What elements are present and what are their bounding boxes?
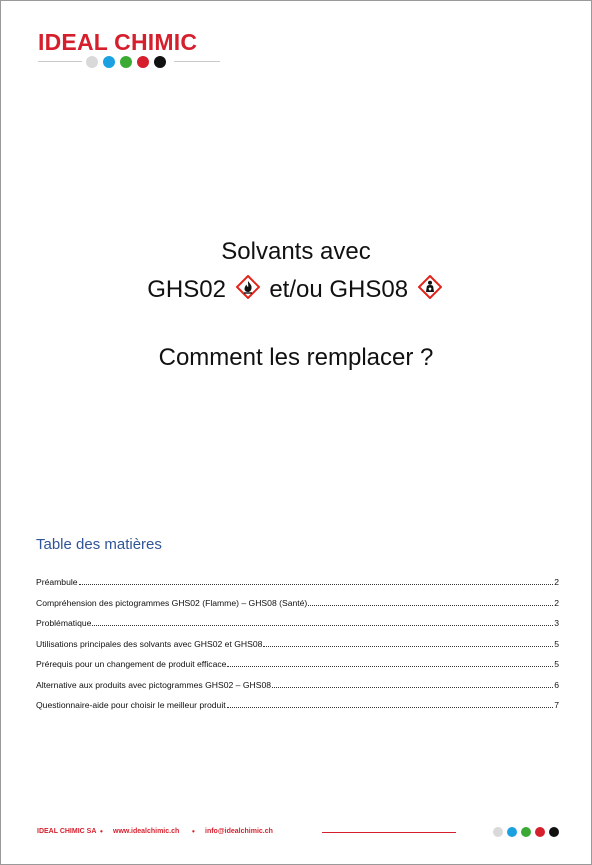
color-dot [86, 56, 98, 68]
footer-bullet: • [192, 827, 195, 836]
color-dot [154, 56, 166, 68]
title-line-2 [1, 275, 591, 305]
toc-dot-leader [227, 700, 554, 708]
color-dot [521, 827, 531, 837]
toc-entry[interactable] [36, 659, 559, 680]
toc-entry[interactable] [36, 618, 559, 639]
toc-dot-leader [79, 577, 554, 585]
toc-entry-page: 5 [554, 659, 559, 669]
toc-dot-leader [308, 598, 553, 606]
toc-entry-label: Alternative aux produits avec pictogrammes GHS02 – GHS08 [36, 679, 272, 690]
color-dot [137, 56, 149, 68]
toc-entry-label: Prérequis pour un changement de produit efficace [36, 659, 227, 669]
toc-heading: Table des matières [36, 536, 162, 553]
color-dot [103, 56, 115, 68]
title-line-3: Comment les remplacer ? [158, 344, 434, 371]
toc-dot-leader [263, 639, 553, 647]
flame-pictogram-icon [236, 275, 260, 299]
health-hazard-pictogram-icon [418, 275, 442, 299]
toc-entry-page: 3 [554, 618, 559, 628]
toc-entry[interactable] [36, 700, 559, 721]
footer-website-link[interactable]: www.idealchimic.ch [113, 828, 180, 835]
color-dot [535, 827, 545, 837]
toc-entry-label: Compréhension des pictogrammes GHS02 (Flamme) – GHS08 (Santé) [36, 597, 308, 608]
logo-rule-right [174, 61, 220, 62]
color-dot [549, 827, 559, 837]
table-of-contents [36, 577, 559, 721]
toc-dot-leader [227, 659, 553, 667]
color-dot [507, 827, 517, 837]
toc-entry-label: Préambule [36, 577, 78, 587]
color-dot [120, 56, 132, 68]
color-dot [493, 827, 503, 837]
footer-email-link[interactable]: info@idealchimic.ch [205, 828, 273, 835]
toc-entry[interactable] [36, 577, 559, 598]
title-ghs02: GHS02 [147, 276, 226, 303]
footer-dots [493, 827, 559, 837]
footer-rule [322, 832, 456, 833]
footer-company: IDEAL CHIMIC SA [37, 828, 97, 835]
logo-rule-left [38, 61, 82, 62]
toc-entry[interactable] [36, 598, 559, 619]
title-ghs08: et/ou GHS08 [269, 276, 409, 303]
toc-entry-label: Utilisations principales des solvants avec GHS02 et GHS08 [36, 638, 263, 649]
company-logo [38, 29, 222, 55]
toc-dot-leader [92, 618, 553, 626]
toc-entry-label: Questionnaire-aide pour choisir le meilleur produit [36, 700, 226, 710]
toc-entry-page: 2 [554, 577, 559, 587]
toc-entry[interactable] [36, 680, 559, 701]
toc-entry-page: 5 [554, 638, 559, 649]
logo-text: IDEAL CHIMIC [38, 29, 198, 55]
toc-entry[interactable] [36, 639, 559, 660]
footer [37, 827, 557, 839]
toc-entry-page: 2 [554, 597, 559, 608]
toc-entry-page: 7 [554, 700, 559, 710]
title-line-1: Solvants avec [221, 238, 371, 265]
footer-bullet: • [100, 827, 103, 836]
toc-entry-label: Problématique [36, 618, 92, 628]
toc-dot-leader [272, 680, 553, 688]
logo-dots [86, 56, 166, 68]
toc-entry-page: 6 [554, 679, 559, 690]
